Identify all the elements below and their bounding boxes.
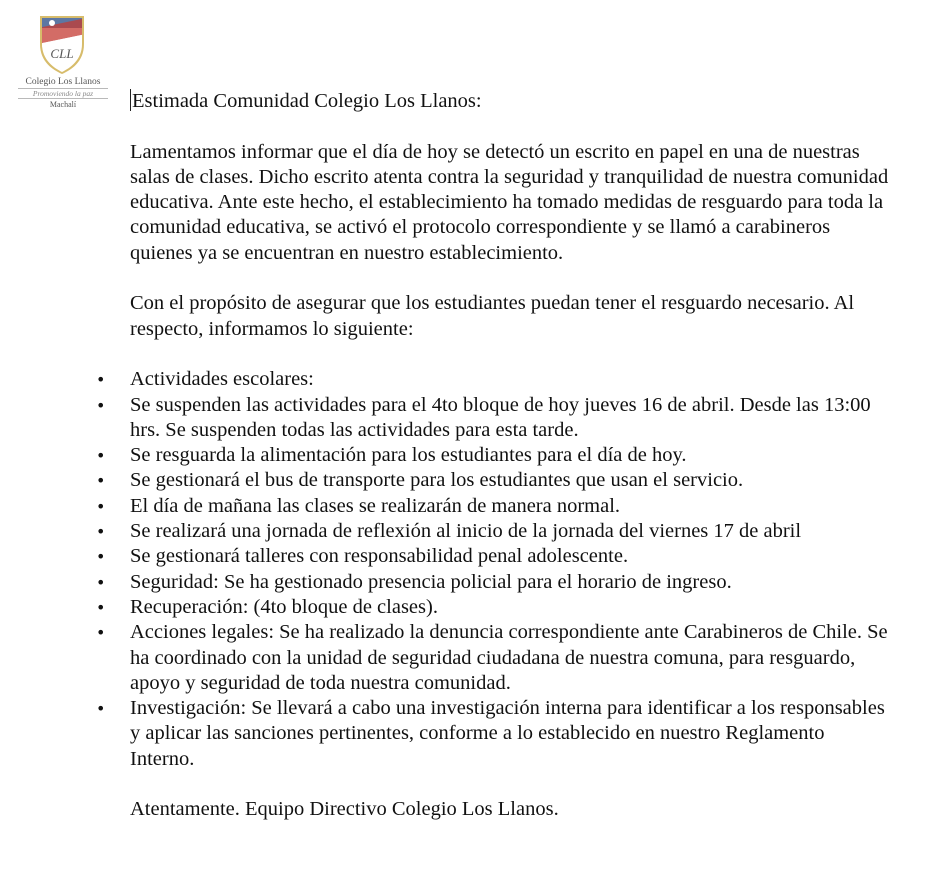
paragraph-incident: Lamentamos informar que el día de hoy se detectó un escrito en papel en una de nuestras salas de clases. Dicho escrito atenta contra la seguridad y tranquilidad de nuestra comunidad educativa. Ante este hecho, el establecimiento ha tomado medidas de resguardo para toda la comunidad educativa, se activó el protocolo correspondiente y se llamó a carabineros quienes ya se encuentran en nuestro establecimiento. [130, 140, 889, 264]
letter-body[interactable] [130, 89, 890, 823]
school-logo [18, 14, 108, 114]
list-item: • Se resguarda la alimentación para los estudiantes para el día de hoy. [130, 443, 890, 468]
list-item: • Se suspenden las actividades para el 4to bloque de hoy jueves 16 de abril. Desde las 13:00 hrs. Se suspenden todas las actividades para esta tarde. [130, 393, 890, 444]
school-name: Colegio Los Llanos [25, 77, 101, 87]
list-item: • Acciones legales: Se ha realizado la denuncia correspondiente ante Carabineros de Chile. Se ha coordinado con la unidad de seguridad ciudadana de nuestra comuna, para resguardo, apoyo y seguridad de toda nuestra comunidad. [130, 620, 890, 696]
crest-initials: CLL [50, 46, 74, 61]
greeting-text: Estimada Comunidad Colegio Los Llanos: [132, 90, 482, 112]
list-item: • Seguridad: Se ha gestionado presencia policial para el horario de ingreso. [130, 570, 890, 595]
list-item: • Se realizará una jornada de reflexión al inicio de la jornada del viernes 17 de abril [130, 519, 890, 544]
paragraph-purpose: Con el propósito de asegurar que los estudiantes puedan tener el resguardo necesario. Al respecto, informamos lo siguiente: [130, 292, 855, 340]
closing: Atentamente. Equipo Directivo Colegio Los Llanos. [130, 798, 559, 821]
school-city: Machalí [49, 100, 77, 109]
measures-list [130, 367, 890, 772]
list-item: • El día de mañana las clases se realizarán de manera normal. [130, 494, 890, 519]
text-cursor [130, 89, 131, 111]
school-crest-icon [38, 14, 86, 74]
list-item: • Investigación: Se llevará a cabo una investigación interna para identificar a los responsables y aplicar las sanciones pertinentes, conforme a lo establecido en nuestro Reglamento Interno. [130, 696, 890, 772]
list-item: • Se gestionará talleres con responsabilidad penal adolescente. [130, 544, 890, 569]
list-item: • Actividades escolares: [130, 367, 890, 392]
list-item: • Recuperación: (4to bloque de clases). [130, 595, 890, 620]
list-item: • Se gestionará el bus de transporte para los estudiantes que usan el servicio. [130, 468, 890, 493]
greeting [130, 89, 890, 114]
school-motto: Promoviendo la paz [18, 88, 108, 99]
